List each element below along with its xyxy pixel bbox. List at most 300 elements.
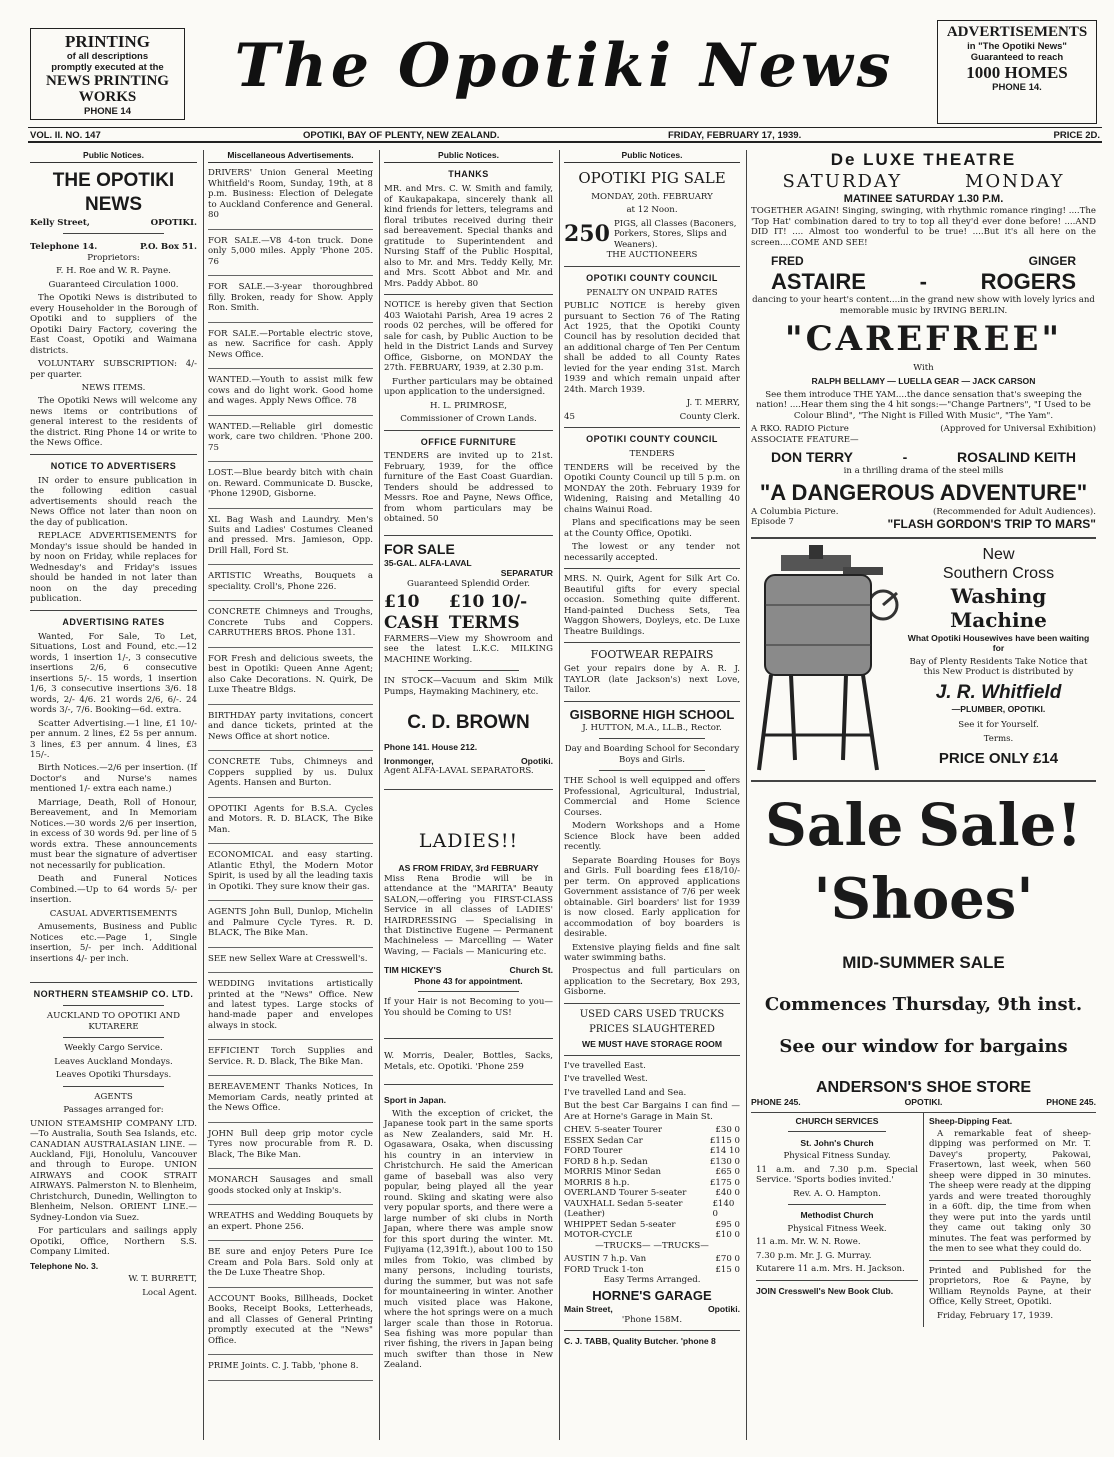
thanks-head: THANKS	[448, 169, 489, 180]
vehicle-price: £95 0	[715, 1219, 740, 1230]
methodist-line: 11 a.m. Mr. W. N. Rowe.	[756, 1237, 861, 1248]
price-row	[564, 1265, 740, 1275]
for-sale-head: FOR SALE	[384, 540, 455, 557]
classified-ad-text: WREATHS and Wedding Bouquets by an expert. Phone 256.	[208, 1211, 373, 1232]
classified-ad	[208, 515, 373, 566]
hickey	[384, 965, 553, 975]
together-again-text: TOGETHER AGAIN! Singing, swinging, with rhythmic romance ringing! ....The 'Top Hat' combination dared to try to top all they'd ever done before! ....AND DID IT! .... Almost too wonderful to be true! ....But it's all here on the screen....COME AND SEE!	[751, 206, 1096, 248]
casual-head: CASUAL ADVERTISEMENTS	[49, 908, 178, 919]
issue-date: FRIDAY, FEBRUARY 17, 1939.	[668, 130, 802, 141]
vehicle-name: AUSTIN 7 h.p. Van	[564, 1254, 647, 1265]
associate-feature: ASSOCIATE FEATURE—	[751, 434, 859, 445]
steamship-route: AUCKLAND TO OPOTIKI AND KUTARERE	[46, 1011, 181, 1032]
ear-line: PHONE 14	[84, 105, 131, 117]
school-text: Modern Workshops and a Home Science Block have been added recently.	[564, 821, 740, 853]
brown-agent: Agent ALFA-LAVAL SEPARATORS.	[384, 766, 534, 777]
classified-ad-text: CONCRETE Chimneys and Troughs, Concrete Tubs and Coppers. CARRUTHERS BROS. Phone 131.	[208, 607, 373, 639]
steamship-head: NORTHERN STEAMSHIP CO. LTD.	[33, 989, 194, 1000]
volume-number: VOL. II. NO. 147	[30, 130, 101, 141]
vehicle-name: VAUXHALL Sedan 5-seater (Leather)	[564, 1198, 683, 1220]
st-johns-minister: Rev. A. O. Hampton.	[793, 1188, 881, 1199]
hickey-name: TIM HICKEY'S	[384, 965, 442, 976]
ad-number: 45	[564, 411, 575, 422]
rates-text: Marriage, Death, Roll of Honour, Bereavement, and In Memoriam Notices.—30 words 2/6 per insertion, in excess of 30 words 9d. per line of 5 words extra. These announcements must bear the signature of advertiser not necessarily for publication.	[30, 797, 197, 871]
imprint-date: Friday, February 17, 1939.	[937, 1310, 1054, 1321]
column-5	[747, 150, 1102, 1440]
day-monday: MONDAY	[965, 170, 1065, 192]
sport-head: Sport in Japan.	[384, 1095, 447, 1106]
price: PRICE 2D.	[1053, 130, 1100, 141]
classified-ad	[208, 907, 373, 947]
distribution-text: The Opotiki News is distributed to every Householder in the Borough of Opotiki and to suppliers of the Opotiki Dairy Factory, covering the East Coast, Opotiki and Waimana districts.	[30, 293, 197, 356]
price-row	[564, 1157, 740, 1167]
agent-name: W. T. BURRETT,	[128, 1274, 197, 1285]
church-head: CHURCH SERVICES	[795, 1115, 879, 1126]
wash-price: PRICE ONLY £14	[938, 750, 1059, 768]
store-phone: PHONE 245.	[751, 1097, 801, 1108]
classified-ad-text: ACCOUNT Books, Billheads, Docket Books, Receipt Books, Letterheads, and all Classes of General Printing promptly executed at the "News" Office.	[208, 1293, 373, 1346]
pig-sale-details	[564, 219, 740, 250]
telephone-number: Telephone 14.	[30, 242, 98, 253]
star-first-names	[751, 254, 1096, 269]
washing-machine-text	[901, 545, 1096, 775]
vehicle-name: ESSEX Sedan Car	[564, 1135, 643, 1146]
travel-line: I've travelled Land and Sea.	[564, 1087, 687, 1098]
star-surnames: ASTAIRE - ROGERS	[771, 268, 1076, 294]
theatre-days	[751, 171, 1096, 193]
brown-town: Opotiki.	[521, 755, 553, 766]
tabb-ad: C. J. TABB, Quality Butcher. 'phone 8	[564, 1336, 716, 1347]
classified-ad	[208, 1211, 373, 1241]
ladies-head: LADIES!!	[418, 829, 519, 852]
garage-street: Main Street,	[564, 1304, 613, 1315]
classified-ad	[208, 1175, 373, 1205]
vehicle-name: WHIPPET Sedan 5-seater	[564, 1219, 676, 1230]
subscription-text: VOLUNTARY SUBSCRIPTION: 4/- per quarter.	[30, 359, 197, 380]
brown-trade-label: Ironmonger,	[384, 755, 434, 766]
classified-ad-text: OPOTIKI Agents for B.S.A. Cycles and Motors. R. D. BLACK, The Bike Man.	[208, 803, 373, 835]
star-first-name: FRED	[771, 254, 804, 269]
sale-window: See our window for bargains	[779, 1035, 1068, 1057]
for-sale-guarantee: Guaranteed Splendid Order.	[406, 578, 531, 589]
notice-signer: H. L. PRIMROSE,	[430, 400, 507, 411]
vehicle-price: £130 0	[709, 1156, 740, 1167]
brown-name: C. D. BROWN	[407, 712, 530, 734]
with-label: With	[913, 362, 934, 373]
pig-count: 250	[564, 220, 610, 247]
ear-line: 1000 HOMES	[966, 62, 1068, 82]
classified-ad	[208, 711, 373, 751]
classified-ad	[208, 1247, 373, 1287]
star-name: ROSALIND KEITH	[956, 449, 1076, 466]
star-name: DON TERRY	[771, 449, 853, 466]
vehicle-price: £115 0	[709, 1135, 740, 1146]
notice-signer-title: Commissioner of Crown Lands.	[400, 414, 537, 425]
film-carefree: "CAREFREE"	[784, 319, 1063, 360]
classified-ad-text: MONARCH Sausages and small goods stocked only at Inskip's.	[208, 1175, 373, 1196]
agent-title: Local Agent.	[142, 1287, 197, 1298]
columbia-line	[751, 507, 1096, 517]
ear-title: ADVERTISEMENTS	[946, 24, 1088, 40]
ladies-sub: AS FROM FRIDAY, 3rd FEBRUARY	[398, 863, 539, 874]
imprint: Printed and Published for the proprietors, Roe & Payne, by William Reynolds Payne, at their Office, Kelly Street, Opotiki.	[929, 1265, 1091, 1308]
classified-ad	[208, 1082, 373, 1122]
agents-head: AGENTS	[94, 1091, 133, 1102]
penalty-head: PENALTY ON UNPAID RATES	[586, 287, 718, 298]
matinee: MATINEE SATURDAY 1.30 P.M.	[843, 192, 1004, 205]
film-dangerous-adventure: "A DANGEROUS ADVENTURE"	[759, 479, 1088, 505]
price-row	[564, 1146, 740, 1156]
address-street: Kelly Street,	[30, 217, 90, 228]
travel-line: But the best Car Bargains I can find —Are at Horne's Garage in Main St.	[564, 1101, 740, 1122]
day-saturday: SATURDAY	[782, 170, 903, 192]
classified-ad-text: WANTED.—Youth to assist milk few cows and do light work. Good home and wages. Apply News Office. 78	[208, 375, 373, 407]
school-text: Extensive playing fields and fine salt water swimming baths.	[564, 942, 740, 963]
sport-text: With the exception of cricket, the Japanese took part in the same sports as New Zealanders, said Mr. H. Ogasawara, Osaka, when discussing his country in an interview in Christchurch. He said the American game of baseball was also very popular, being played all the year round. Skiing and skating were also very popular sports, and there were a large number of ski clubs in North Japan, where there was ample snow for this sport during the winter. Mt. Fujiyama (12,391ft.), about 100 to 150 miles from Tokio, was climbed by many persons, including tourists, during the summer, but was not safe for mountaineering in winter. Another much visited place was Hakone, where the hot springs were on a much larger scale than those in Rotorua. Sea fishing was more popular than river fishing, the rivers in Japan being much swifter than those in New Zealand.	[384, 1108, 553, 1371]
classified-ad-text: FOR SALE.—Portable electric stove, as new. Sacrifice for cash. Apply News Office.	[208, 328, 373, 360]
penalty-signer-title: County Clerk.	[679, 411, 740, 422]
columbia-rating: (Recommended for Adult Audiences).	[932, 506, 1096, 517]
classified-ad-text: XL Bag Wash and Laundry. Men's Suits and Ladies' Costumes Cleaned and pressed. Mrs. Jamieson, Opp. Drill Hall, Ford St.	[208, 514, 373, 556]
price-row	[564, 1125, 740, 1135]
news-items-text: The Opotiki News will welcome any news items or contributions of general interest to the residents of the district. Ring Phone 14 or write to the News Office.	[30, 396, 197, 449]
wash-dealer-sub: —PLUMBER, OPOTIKI.	[951, 703, 1046, 714]
garage-phone: 'Phone 158M.	[621, 1314, 683, 1325]
theatre-title: De LUXE THEATRE	[830, 150, 1017, 169]
classified-ad-text: WEDDING invitations artistically printed at the "News" Office. New and latest types. Large stocks of hand-made paper and envelopes always in stock.	[208, 979, 373, 1031]
for-sale-item: 35-GAL. ALFA-LAVAL	[384, 557, 472, 568]
second-stars: DON TERRY - ROSALIND KEITH	[771, 449, 1076, 466]
rko-label: A RKO. RADIO Picture	[751, 424, 849, 435]
penalty-text: PUBLIC NOTICE is hereby given pursuant to Section 76 of The Rating Act 1925, that the Opotiki County Council has by resolution decided that an additional charge of Ten Per Centum shall be added to all County Rates levied for the year ending 31st. March 1939 and which remain unpaid after 24th. March 1939.	[564, 301, 740, 395]
penalty-footer	[564, 412, 740, 422]
agents-sub: Passages arranged for:	[63, 1105, 164, 1116]
ear-line: NEWS PRINTING WORKS	[46, 73, 169, 105]
classified-ad	[208, 607, 373, 647]
classified-ad	[208, 571, 373, 601]
rko-line	[751, 424, 1096, 434]
column-head: Public Notices.	[564, 150, 740, 163]
notice-text: IN order to ensure publication in the following edition casual advertisements should reach the News Office not later than noon on the day of publication.	[30, 475, 197, 528]
classified-ad	[208, 757, 373, 797]
methodist: Methodist Church	[800, 1210, 874, 1221]
vehicle-price: £14 10	[709, 1146, 740, 1157]
price-row	[564, 1136, 740, 1146]
st-johns-line: 11 a.m. and 7.30 p.m. Special Service. 'Sports bodies invited.'	[756, 1164, 918, 1186]
classified-ad-text: BEREAVEMENT Thanks Notices, In Memoriam Cards, neatly printed at the News Office.	[208, 1082, 373, 1114]
midsummer-sale: MID-SUMMER SALE	[842, 952, 1005, 972]
classified-ad	[208, 329, 373, 369]
council-head: OPOTIKI COUNTY COUNCIL	[586, 272, 718, 283]
sheep-dipping-story	[924, 1113, 1096, 1328]
school-rector: J. HUTTON, M.A., LL.B., Rector.	[582, 722, 722, 733]
classified-ad-text: FOR SALE.—V8 4-ton truck. Done only 5,000 miles. Apply 'Phone 205. 76	[208, 235, 373, 267]
vehicle-price: £175 0	[709, 1177, 740, 1188]
classified-ad	[208, 375, 373, 415]
tenders-text: The lowest or any tender not necessarily accepted.	[564, 542, 740, 563]
masthead	[22, 16, 1102, 124]
church-services	[751, 1113, 924, 1328]
classified-ad	[208, 168, 373, 229]
price-row	[564, 1220, 740, 1230]
classified-ad	[208, 1129, 373, 1169]
truck-list	[564, 1254, 740, 1275]
footwear-head: FOOTWEAR REPAIRS	[590, 648, 714, 662]
hickey-street: Church St.	[509, 965, 553, 976]
washing-machine-illustration	[751, 545, 901, 775]
column-4	[560, 150, 747, 1440]
price-row	[564, 1230, 740, 1240]
school-sub: Day and Boarding School for Secondary Boys and Girls.	[564, 744, 740, 765]
proprietor-names: F. H. Roe and W. R. Payne.	[56, 266, 171, 277]
classified-ad	[208, 654, 373, 705]
column-head: Miscellaneous Advertisements.	[208, 150, 373, 163]
classified-ad-text: JOHN Bull deep grip motor cycle Tyres now procurable from R. D. Black, The Bike Man.	[208, 1128, 373, 1160]
shoe-store-line	[751, 1097, 1096, 1107]
classified-ad	[208, 979, 373, 1040]
vehicle-name: FORD Tourer	[564, 1146, 623, 1157]
for-sale-prices	[384, 592, 553, 633]
wash-what: What Opotiki Housewives have been waiting for	[907, 632, 1090, 654]
car-list	[564, 1125, 740, 1240]
serial-line	[751, 517, 1096, 532]
circulation: Guaranteed Circulation 1000.	[48, 279, 179, 290]
ear-line: of all descriptions	[66, 50, 149, 62]
vehicle-price: £140 0	[712, 1198, 735, 1220]
star-first-name: GINGER	[1028, 254, 1076, 269]
steamship-line: Leaves Opotiki Thursdays.	[55, 1070, 172, 1081]
shoe-store-name: ANDERSON'S SHOE STORE	[815, 1078, 1032, 1096]
printing-ear	[30, 28, 185, 120]
proprietors-label: Proprietors:	[87, 252, 140, 263]
travel-line: I've travelled East.	[564, 1060, 646, 1071]
hickey-phone: Phone 43 for appointment.	[414, 975, 523, 986]
agents-more: For particulars and sailings apply Opotiki, Office, Northern S.S. Company Limited.	[30, 1226, 197, 1258]
brown-trade	[384, 756, 553, 766]
paper-title: The Opotiki News	[234, 31, 895, 101]
agents-telephone: Telephone No. 3.	[30, 1260, 99, 1271]
travel-line: I've travelled West.	[564, 1074, 648, 1085]
advertisements-ear	[937, 20, 1097, 124]
school-text: Separate Boarding Houses for Boys and Girls. Full boarding fees £18/10/- per term. On approved applications Government assistance of 7/6 per week obtainable. Girl boarders' list for 1939 is now closed. Early application for accommodation of boy boarders is desirable.	[564, 855, 740, 940]
cash-price: £10 CASH	[384, 592, 440, 634]
thrilling-text: in a thrilling drama of the steel mills	[843, 466, 1004, 477]
column-1	[26, 150, 204, 1440]
box-number: P.O. Box 51.	[139, 242, 197, 253]
st-johns: St. John's Church	[800, 1138, 874, 1148]
classified-ad-text: FOR Fresh and delicious sweets, the best in Opotiki: Queen Anne Agent; also Cake Decorations. N. Quirk, De Luxe Theatre Bldgs.	[208, 653, 373, 696]
sale-commences: Commences Thursday, 9th inst.	[764, 993, 1083, 1015]
classified-ad	[208, 236, 373, 276]
footwear-text: Get your repairs done by A. R. J. TAYLOR (late Jackson's) next Love, Tailor.	[564, 664, 740, 696]
classified-ad-text: SEE new Sellex Ware at Cresswell's.	[208, 953, 368, 964]
methodist-line: 7.30 p.m. Mr. J. G. Murray.	[756, 1250, 872, 1261]
easy-terms: Easy Terms Arranged.	[603, 1274, 701, 1285]
vehicle-price: £15 0	[715, 1264, 740, 1275]
vehicle-name: FORD Truck 1-ton	[564, 1264, 644, 1275]
column-3	[380, 150, 560, 1440]
classified-ad	[208, 1046, 373, 1076]
store-town: OPOTIKI.	[904, 1097, 943, 1108]
wash-terms: Terms.	[983, 733, 1014, 744]
wash-title: Washing Machine	[950, 583, 1047, 633]
garage-town: Opotiki.	[708, 1304, 740, 1315]
council-head: OPOTIKI COUNTY COUNCIL	[586, 434, 718, 445]
vehicle-price: £30 0	[715, 1125, 740, 1136]
rates-head: ADVERTISING RATES	[62, 616, 165, 627]
wash-new: New	[982, 545, 1015, 563]
used-cars-head: USED CARS USED TRUCKS	[579, 1008, 725, 1020]
for-sale-item: SEPARATUR	[500, 568, 553, 579]
star-surname: ROGERS	[980, 268, 1076, 294]
newspaper-page	[22, 16, 1102, 1446]
washing-machine-ad	[751, 545, 1096, 775]
pig-classes: PIGS, all Classes (Baconers, Porkers, Stores, Slips and Weaners).	[613, 218, 737, 250]
vehicle-name: MOTOR-CYCLE	[564, 1230, 633, 1241]
tenders-text: Plans and specifications may be seen at the County Office, Opotiki.	[564, 518, 740, 539]
hickey-tagline: If your Hair is not Becoming to you— You should be Coming to US!	[384, 997, 553, 1018]
sale-word: Sale!	[918, 790, 1082, 859]
garage-address	[564, 1304, 740, 1314]
classified-ad	[208, 468, 373, 508]
price-row	[564, 1167, 740, 1177]
address	[30, 218, 197, 228]
school-text: THE School is well equipped and offers Professional, Agricultural, Industrial, Commercial and Home Science Courses.	[564, 776, 740, 818]
school-head: GISBORNE HIGH SCHOOL	[569, 706, 735, 722]
washing-machine-icon	[751, 545, 901, 775]
shoes-banner: 'Shoes'	[813, 865, 1034, 932]
store-phone: PHONE 245.	[1046, 1097, 1096, 1108]
yam-text: See them introduce THE YAM....the dance sensation that's sweeping the nation! ....Hear them sing the 4 hit songs:—"Change Partners", "I Used to be Colour Blind", "The Night is Filled With Music", "The Yam".	[756, 389, 1091, 421]
sheep-text: A remarkable feat of sheep-dipping was performed on Mr. T. Davey's property, Pakowai, Frasertown, last week, when 560 sheep were dipped in 30 minutes. The sheep were ready at the dipping yards and were treated thoroughly in a 60ft. dip, the time from when they were put into the yards until they came out taking only 30 minutes. The feat was performed by the men to see what they could do.	[929, 1129, 1091, 1255]
classified-ad	[208, 282, 373, 322]
episode-label: Episode 7	[751, 517, 794, 528]
rates-text: Scatter Advertising.—1 line, £1 10/- per annum. 2 lines, £2 5s per annum. 3 lines, £3 per annum. 4 lines, £3 15/-.	[30, 718, 197, 760]
vehicle-name: FORD 8 h.p. Sedan	[564, 1156, 648, 1167]
ear-line: in "The Opotiki News"	[967, 40, 1067, 52]
classified-ad-text: FOR SALE.—3-year thoroughbred filly. Broken, ready for Show. Apply Ron. Smith.	[208, 282, 373, 314]
ear-title: PRINTING	[64, 32, 150, 51]
vehicle-price: £40 0	[715, 1188, 740, 1199]
price-row	[564, 1254, 740, 1264]
flash-gordon-title: "FLASH GORDON'S TRIP TO MARS"	[887, 517, 1096, 532]
rates-text: Wanted, For Sale, To Let, Situations, Lost and Found, etc.—12 words, 1 insertion 1/-, 3 consecutive insertions 2/6, 6 consecutive insertions 5/-. 15 words, 1 insertion 1/6, 3 consecutive insertions 3/6. 18 words, 2/- 4/6. 21 words 2/6, 6/-. 24 words 3/-, 7/6. Booking—6d. extra.	[30, 631, 197, 716]
ear-line: PHONE 14.	[992, 81, 1042, 93]
classified-ad	[208, 1361, 373, 1380]
wash-brand: Southern Cross	[942, 565, 1055, 583]
classified-ad	[208, 850, 373, 901]
classified-ad-text: EFFICIENT Torch Supplies and Service. R. D. Black, The Bike Man.	[208, 1046, 373, 1067]
methodist-line: Kutarere 11 a.m. Mrs. H. Jackson.	[756, 1264, 905, 1275]
sheep-head: Sheep-Dipping Feat.	[929, 1115, 1013, 1126]
address-town: OPOTIKI.	[150, 217, 197, 228]
morris-ad: W. Morris, Dealer, Bottles, Sacks, Metals, etc. Opotiki. 'Phone 259	[384, 1051, 553, 1072]
furniture-head: OFFICE FURNITURE	[420, 436, 517, 447]
vehicle-price: £70 0	[715, 1254, 740, 1265]
ladies-text: Miss Rena Brodie will be in attendance at the "MARITA" Beauty SALON,—offering you FIRST-CLASS Service in all classes of LADIES' HAIRDRESSING — Specialising in that Distinctive Eugene — Permanent Machineless — Marcelling — Water Waving, — Facials — Manicuring etc.	[384, 873, 553, 957]
classified-ad-text: WANTED.—Reliable girl domestic work, care two children. 'Phone 200. 75	[208, 421, 373, 453]
crown-land-notice: NOTICE is hereby given that Section 403 Waiotahi Parish, Area 19 acres 2 roods 02 perches, will be offered for sale for cash, by Public Auction to be held in the District Lands and Survey Office, Gisborne, on MONDAY the 27th. FEBRUARY, 1939, at 2.30 p.m.	[384, 300, 553, 374]
tenders-head: TENDERS	[629, 449, 675, 460]
steamship-line: Leaves Auckland Mondays.	[54, 1056, 173, 1067]
casual-text: Amusements, Business and Public Notices etc.—Page 1, Single insertion, 5/- per inch. Additional insertions 4/- per inch.	[30, 922, 197, 964]
classified-ad	[208, 954, 373, 973]
news-items-head: NEWS ITEMS.	[81, 383, 146, 393]
place: OPOTIKI, BAY OF PLENTY, NEW ZEALAND.	[303, 130, 500, 141]
rko-rating: (Approved for Universal Exhibition)	[940, 424, 1096, 435]
methodist-line: Physical Fitness Week.	[787, 1223, 887, 1234]
trucks-head: —TRUCKS— —TRUCKS—	[595, 1240, 709, 1251]
used-cars-sub: PRICES SLAUGHTERED	[589, 1024, 715, 1036]
sale-word: Sale	[765, 790, 904, 859]
dateline	[28, 127, 1102, 143]
notice-text: REPLACE ADVERTISEMENTS for Monday's issue should be handed in by noon on Friday, while replaces for Wednesday's and Friday's issues should be handed in not later than noon on the day preceding publication.	[30, 531, 197, 605]
columbia-label: A Columbia Picture.	[751, 506, 839, 517]
classified-ad-text: AGENTS John Bull, Dunlop, Michelin and Palmure Cycle Tyres. R. D. BLACK, The Bike Man.	[208, 907, 373, 939]
furniture-text: TENDERS are invited up to 21st. February, 1939, for the office furniture of the East Coast Guardian. Tenders should be addressed to Messrs. Roe and Payne, News Office, from whom particulars may be obtained. 50	[384, 451, 553, 525]
rates-text: Death and Funeral Notices Combined.—Up to 64 words 5/- per insertion.	[30, 874, 197, 906]
pig-sale-time: at 12 Noon.	[626, 205, 678, 216]
telephone	[30, 242, 197, 252]
price-row	[564, 1188, 740, 1198]
column-2	[204, 150, 380, 1440]
rates-text: Birth Notices.—2/6 per insertion. (If Doctor's and Nurse's names mentioned 1/- extra each name.)	[30, 763, 197, 795]
crown-land-notice: Further particulars may be obtained upon application to the undersigned.	[384, 376, 553, 398]
tenders-text: TENDERS will be received by the Opotiki County Council up till 5 p.m. on MONDAY the 20th. February 1939 for Widening, Raising and Metalling 40 chains Wainui Road.	[564, 462, 740, 515]
vehicle-name: MORRIS 8 h.p.	[564, 1177, 630, 1188]
classified-ad-text: DRIVERS' Union General Meeting Whitfield's Room, Sunday, 19th, at 8 p.m. Business: Election of Delegate to Auckland Conference and General. 80	[208, 168, 373, 221]
thanks-text: MR. and Mrs. C. W. Smith and family, of Kaukapakapa, sincerely thank all kind friends for letters, telegrams and floral tributes received during their sad bereavement. Special thanks and gratitude to Superintendent and Nursing Staff of the Public Hospital, also to Mr. and Mrs. Teddy Kelly, Mr. and Mrs. Scott Abbot and Mr. and Mrs. Paddy Abbot. 80	[384, 184, 553, 289]
classified-ad	[208, 422, 373, 462]
price-row	[564, 1178, 740, 1188]
ear-line: promptly executed at the	[51, 62, 164, 74]
dancing-text: dancing to your heart's content....in the grand new show with lovely lyrics and memorable music by IRVING BERLIN.	[752, 295, 1095, 316]
price-row	[564, 1199, 740, 1220]
classified-ad	[208, 1294, 373, 1355]
bottom-split	[751, 1112, 1096, 1328]
classified-ad-text: ECONOMICAL and easy starting. Atlantic Ethyl, the Modern Motor Spirit, is used by all the leading taxis in Opotiki. They sure know their gas.	[208, 850, 373, 892]
storage-head: WE MUST HAVE STORAGE ROOM	[581, 1039, 723, 1050]
in-stock-text: IN STOCK—Vacuum and Skim Milk Pumps, Haymaking Machinery, etc.	[384, 676, 553, 697]
notice-head: NOTICE TO ADVERTISERS	[50, 460, 177, 471]
sale-banner	[751, 790, 1096, 861]
terms-price: £10 10/- TERMS	[448, 592, 528, 634]
cresswell-ad: JOIN Cresswell's New Book Club.	[756, 1285, 894, 1296]
vehicle-price: £65 0	[715, 1167, 740, 1178]
steamship-line: Weekly Cargo Service.	[64, 1043, 163, 1054]
wash-see: See it for Yourself.	[958, 720, 1039, 731]
farmers-text: FARMERS—View my Showroom and see the latest L.K.C. MILKING MACHINE Working.	[384, 633, 553, 665]
misc-ads-list	[208, 168, 373, 1380]
classified-ad-text: BE sure and enjoy Peters Pure Ice Cream and Pola Bars. Sold only at the De Luxe Theatre Shop.	[208, 1247, 373, 1279]
paper-name: THE OPOTIKI NEWS	[52, 170, 175, 215]
column-head: Public Notices.	[30, 150, 197, 163]
wash-dealer: J. R. Whitfield	[935, 681, 1062, 703]
wash-bay: Bay of Plenty Residents Take Notice that this New Product is distributed by	[909, 656, 1088, 678]
vehicle-name: CHEV. 5-seater Tourer	[564, 1125, 662, 1136]
pig-sale-date: MONDAY, 20th. FEBRUARY	[591, 191, 713, 202]
ear-line: Guaranteed to reach	[970, 52, 1064, 64]
garage-name: HORNE'S GARAGE	[592, 1288, 712, 1304]
star-surname: ASTAIRE	[771, 268, 866, 294]
classified-ad-text: LOST.—Blue beardy bitch with chain on. Reward. Communicate D. Buscke, 'Phone 1290D, Gisborne.	[208, 468, 373, 500]
quirk-ad: MRS. N. Quirk, Agent for Silk Art Co. Beautiful gifts for every special occasion. Something quite different. Hand-painted Duchess Sets, Tea Waggon Showers, Doyleys, etc. De Luxe Theatre Buildings.	[564, 574, 740, 637]
classified-ad-text: BIRTHDAY party invitations, concert and dance tickets, printed at the News Office at short notice.	[208, 710, 373, 742]
pig-sale-head: OPOTIKI PIG SALE	[578, 169, 726, 188]
penalty-signer: J. T. MERRY,	[686, 398, 740, 409]
classified-ad-text: ARTISTIC Wreaths, Bouquets a speciality. Croll's, Phone 226.	[208, 571, 373, 592]
cast-list: RALPH BELLAMY — LUELLA GEAR — JACK CARSON	[811, 376, 1036, 387]
